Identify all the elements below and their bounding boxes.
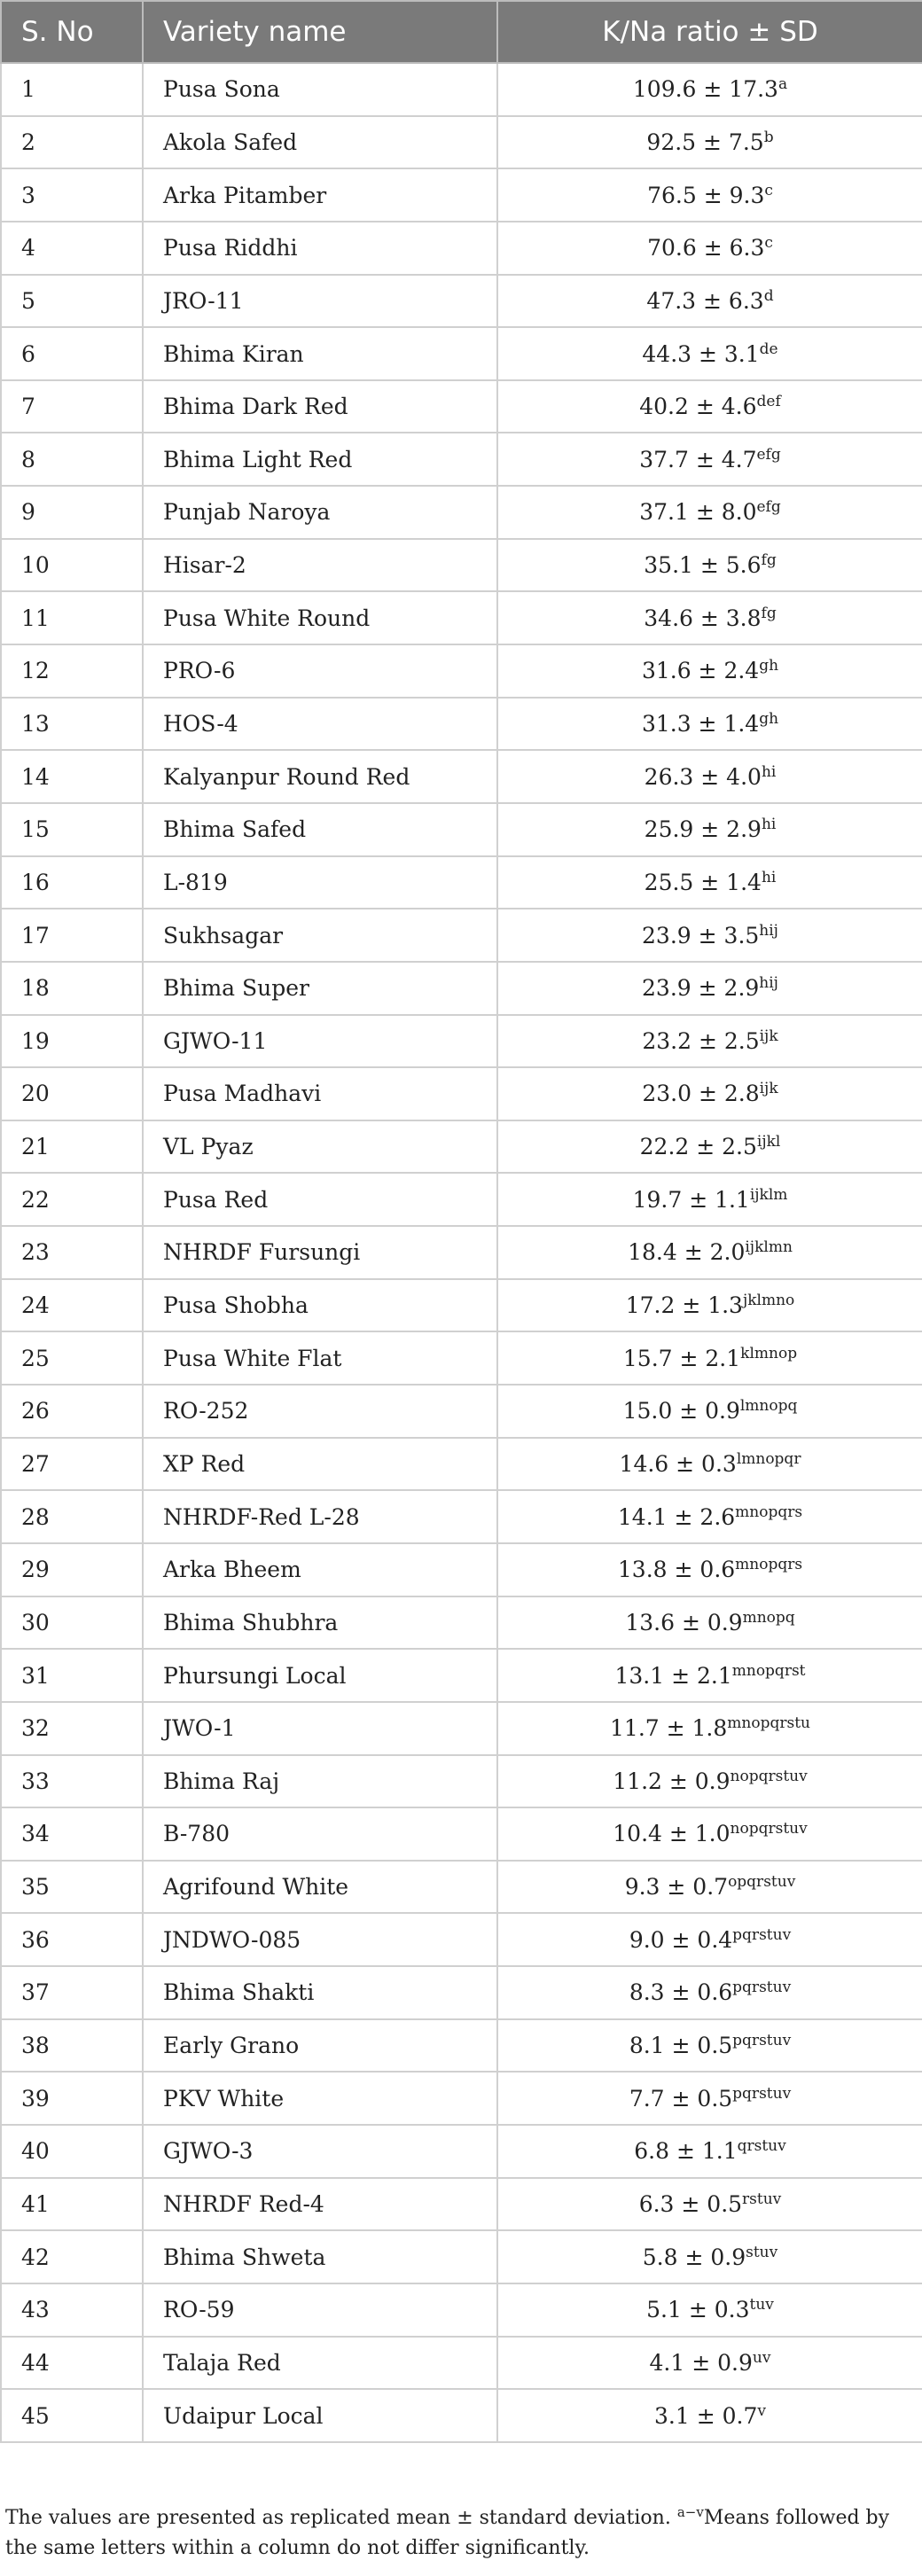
- cell-sno: 16: [1, 856, 143, 909]
- header-sno: S. No: [1, 1, 143, 63]
- table-row: [1, 1913, 922, 1966]
- cell-sno: 24: [1, 1279, 143, 1332]
- cell-sno: 3: [1, 168, 143, 222]
- table-row: [1, 116, 922, 169]
- table-row: [1, 486, 922, 539]
- table-row: [1, 644, 922, 698]
- ratio-value: 40.2 ± 4.6: [639, 394, 757, 420]
- cell-sno: 43: [1, 2283, 143, 2337]
- cell-variety: Phursungi Local: [143, 1649, 497, 1702]
- cell-variety: GJWO-11: [143, 1015, 497, 1068]
- cell-ratio: [497, 275, 922, 328]
- cell-sno: 10: [1, 539, 143, 592]
- ratio-value: 14.1 ± 2.6: [617, 1503, 736, 1530]
- ratio-value: 25.9 ± 2.9: [644, 816, 762, 843]
- significance-letters: ijk: [759, 1026, 778, 1045]
- significance-letters: hi: [761, 868, 777, 886]
- significance-letters: c: [764, 181, 773, 199]
- footnote-text-after: Means followed by the same letters within a column do not differ significantly.: [5, 2507, 890, 2559]
- cell-sno: 7: [1, 380, 143, 433]
- cell-sno: 32: [1, 1702, 143, 1755]
- cell-sno: 1: [1, 63, 143, 116]
- cell-sno: 11: [1, 591, 143, 644]
- cell-variety: NHRDF-Red L-28: [143, 1490, 497, 1543]
- cell-ratio: [497, 2019, 922, 2073]
- cell-ratio: [497, 644, 922, 698]
- significance-letters: pqrstuv: [732, 1979, 792, 1997]
- significance-letters: tuv: [749, 2296, 774, 2314]
- cell-sno: 9: [1, 486, 143, 539]
- table-row: [1, 1649, 922, 1702]
- cell-ratio: [497, 2125, 922, 2178]
- table-row: [1, 2283, 922, 2337]
- table-row: [1, 803, 922, 856]
- ratio-value: 25.5 ± 1.4: [644, 869, 762, 895]
- header-row: [1, 1, 922, 63]
- cell-variety: Akola Safed: [143, 116, 497, 169]
- cell-sno: 5: [1, 275, 143, 328]
- cell-ratio: [497, 116, 922, 169]
- table-row: [1, 1755, 922, 1808]
- cell-sno: 23: [1, 1226, 143, 1279]
- cell-sno: 8: [1, 433, 143, 486]
- cell-ratio: [497, 591, 922, 644]
- cell-ratio: [497, 962, 922, 1015]
- ratio-value: 4.1 ± 0.9: [649, 2349, 753, 2376]
- cell-sno: 39: [1, 2072, 143, 2125]
- cell-ratio: [497, 1279, 922, 1332]
- ratio-value: 76.5 ± 9.3: [647, 182, 765, 208]
- cell-sno: 44: [1, 2337, 143, 2390]
- cell-variety: Pusa White Flat: [143, 1331, 497, 1385]
- cell-ratio: [497, 698, 922, 751]
- ratio-value: 5.1 ± 0.3: [646, 2297, 750, 2323]
- cell-sno: 38: [1, 2019, 143, 2073]
- significance-letters: hij: [759, 921, 778, 940]
- cell-variety: Bhima Safed: [143, 803, 497, 856]
- significance-letters: hi: [761, 762, 777, 781]
- table-row: [1, 1490, 922, 1543]
- cell-sno: 40: [1, 2125, 143, 2178]
- cell-variety: B-780: [143, 1807, 497, 1861]
- table-row: [1, 1067, 922, 1120]
- table-row: [1, 1173, 922, 1226]
- significance-letters: ijklmn: [745, 1238, 793, 1257]
- table-footnote: [5, 2503, 917, 2564]
- cell-variety: Sukhsagar: [143, 909, 497, 962]
- cell-sno: 36: [1, 1913, 143, 1966]
- table-row: [1, 168, 922, 222]
- cell-ratio: [497, 2072, 922, 2125]
- cell-variety: JRO-11: [143, 275, 497, 328]
- cell-variety: Bhima Shubhra: [143, 1596, 497, 1650]
- table-row: [1, 2337, 922, 2390]
- cell-variety: Agrifound White: [143, 1861, 497, 1914]
- cell-variety: Bhima Shweta: [143, 2230, 497, 2283]
- cell-sno: 18: [1, 962, 143, 1015]
- table-row: [1, 1438, 922, 1491]
- significance-letters: c: [764, 234, 773, 253]
- table-row: [1, 856, 922, 909]
- ratio-value: 23.2 ± 2.5: [642, 1027, 760, 1054]
- ratio-value: 14.6 ± 0.3: [619, 1450, 737, 1477]
- cell-sno: 26: [1, 1385, 143, 1438]
- table-row: [1, 1385, 922, 1438]
- cell-sno: 13: [1, 698, 143, 751]
- cell-variety: Bhima Light Red: [143, 433, 497, 486]
- cell-ratio: [497, 2178, 922, 2231]
- footnote-superscript: a−v: [676, 2504, 704, 2520]
- table-row: [1, 539, 922, 592]
- cell-ratio: [497, 1966, 922, 2019]
- table-row: [1, 275, 922, 328]
- cell-variety: Pusa White Round: [143, 591, 497, 644]
- cell-ratio: [497, 2389, 922, 2442]
- significance-letters: stuv: [746, 2243, 778, 2261]
- ratio-value: 8.1 ± 0.5: [629, 2033, 733, 2059]
- significance-letters: d: [763, 286, 774, 305]
- cell-sno: 2: [1, 116, 143, 169]
- ratio-value: 18.4 ± 2.0: [628, 1239, 746, 1266]
- ratio-value: 23.9 ± 3.5: [642, 922, 760, 948]
- significance-letters: hi: [761, 816, 777, 834]
- cell-sno: 25: [1, 1331, 143, 1385]
- cell-ratio: [497, 909, 922, 962]
- table-row: [1, 698, 922, 751]
- significance-letters: fg: [761, 604, 777, 622]
- ratio-value: 23.0 ± 2.8: [642, 1081, 760, 1107]
- cell-ratio: [497, 1015, 922, 1068]
- cell-variety: RO-59: [143, 2283, 497, 2337]
- significance-letters: hij: [759, 974, 778, 993]
- cell-variety: Hisar-2: [143, 539, 497, 592]
- cell-variety: JNDWO-085: [143, 1913, 497, 1966]
- cell-ratio: [497, 750, 922, 803]
- ratio-value: 9.0 ± 0.4: [629, 1926, 733, 1953]
- cell-variety: GJWO-3: [143, 2125, 497, 2178]
- significance-letters: mnopq: [742, 1608, 795, 1627]
- cell-ratio: [497, 1173, 922, 1226]
- cell-sno: 34: [1, 1807, 143, 1861]
- table-row: [1, 591, 922, 644]
- ratio-value: 5.8 ± 0.9: [642, 2244, 746, 2270]
- table-row: [1, 1120, 922, 1174]
- cell-ratio: [497, 2283, 922, 2337]
- cell-sno: 37: [1, 1966, 143, 2019]
- significance-letters: mnopqrs: [735, 1503, 803, 1521]
- ratio-value: 7.7 ± 0.5: [629, 2085, 733, 2112]
- table-row: [1, 63, 922, 116]
- table-row: [1, 1543, 922, 1596]
- cell-sno: 6: [1, 327, 143, 380]
- cell-variety: Pusa Madhavi: [143, 1067, 497, 1120]
- cell-ratio: [497, 1331, 922, 1385]
- ratio-value: 8.3 ± 0.6: [629, 1979, 733, 2006]
- cell-ratio: [497, 327, 922, 380]
- cell-variety: PRO-6: [143, 644, 497, 698]
- cell-variety: Bhima Kiran: [143, 327, 497, 380]
- table-row: [1, 1015, 922, 1068]
- ratio-value: 31.3 ± 1.4: [641, 711, 760, 737]
- table-row: [1, 1596, 922, 1650]
- cell-variety: Pusa Sona: [143, 63, 497, 116]
- ratio-value: 13.8 ± 0.6: [617, 1557, 736, 1583]
- cell-ratio: [497, 222, 922, 275]
- cell-ratio: [497, 1438, 922, 1491]
- ratio-value: 44.3 ± 3.1: [642, 340, 760, 367]
- table-row: [1, 750, 922, 803]
- table-row: [1, 2230, 922, 2283]
- cell-sno: 12: [1, 644, 143, 698]
- table-row: [1, 1279, 922, 1332]
- cell-variety: Talaja Red: [143, 2337, 497, 2390]
- ratio-value: 13.1 ± 2.1: [614, 1662, 732, 1689]
- significance-letters: mnopqrs: [735, 1556, 803, 1574]
- cell-sno: 15: [1, 803, 143, 856]
- table-row: [1, 222, 922, 275]
- table-row: [1, 909, 922, 962]
- significance-letters: ijk: [759, 1080, 778, 1098]
- cell-ratio: [497, 1596, 922, 1650]
- ratio-value: 11.2 ± 0.9: [613, 1768, 731, 1794]
- ratio-value: 47.3 ± 6.3: [646, 287, 764, 314]
- ratio-value: 31.6 ± 2.4: [641, 658, 760, 684]
- cell-variety: Arka Pitamber: [143, 168, 497, 222]
- significance-letters: pqrstuv: [732, 2084, 792, 2103]
- significance-letters: nopqrstuv: [730, 1820, 808, 1838]
- cell-ratio: [497, 1067, 922, 1120]
- significance-letters: b: [763, 128, 774, 146]
- significance-letters: rstuv: [742, 2190, 782, 2208]
- significance-letters: lmnopqr: [736, 1449, 801, 1468]
- ratio-value: 37.1 ± 8.0: [639, 499, 757, 526]
- table-row: [1, 1807, 922, 1861]
- cell-variety: Pusa Shobha: [143, 1279, 497, 1332]
- significance-letters: efg: [756, 498, 781, 517]
- footnote-text-before: The values are presented as replicated mean ± standard deviation.: [5, 2507, 677, 2529]
- significance-letters: jklmno: [742, 1292, 795, 1310]
- table-row: [1, 1966, 922, 2019]
- cell-variety: Kalyanpur Round Red: [143, 750, 497, 803]
- cell-sno: 14: [1, 750, 143, 803]
- cell-sno: 27: [1, 1438, 143, 1491]
- cell-variety: PKV White: [143, 2072, 497, 2125]
- ratio-value: 11.7 ± 1.8: [610, 1715, 728, 1742]
- cell-ratio: [497, 1755, 922, 1808]
- significance-letters: gh: [759, 657, 779, 675]
- cell-sno: 41: [1, 2178, 143, 2231]
- cell-ratio: [497, 433, 922, 486]
- cell-sno: 4: [1, 222, 143, 275]
- cell-sno: 28: [1, 1490, 143, 1543]
- cell-variety: Arka Bheem: [143, 1543, 497, 1596]
- significance-letters: pqrstuv: [732, 1925, 792, 1944]
- cell-sno: 17: [1, 909, 143, 962]
- cell-sno: 20: [1, 1067, 143, 1120]
- ratio-value: 19.7 ± 1.1: [632, 1186, 750, 1213]
- cell-variety: Bhima Super: [143, 962, 497, 1015]
- cell-sno: 29: [1, 1543, 143, 1596]
- cell-ratio: [497, 1543, 922, 1596]
- ratio-value: 23.9 ± 2.9: [642, 975, 760, 1002]
- significance-letters: mnopqrstu: [727, 1714, 810, 1733]
- significance-letters: klmnop: [740, 1344, 798, 1362]
- ratio-value: 70.6 ± 6.3: [647, 235, 765, 262]
- table-row: [1, 2178, 922, 2231]
- cell-sno: 22: [1, 1173, 143, 1226]
- table-row: [1, 2125, 922, 2178]
- ratio-value: 10.4 ± 1.0: [613, 1821, 731, 1847]
- cell-ratio: [497, 486, 922, 539]
- cell-ratio: [497, 1702, 922, 1755]
- cell-ratio: [497, 1490, 922, 1543]
- table-row: [1, 2072, 922, 2125]
- cell-ratio: [497, 803, 922, 856]
- table-row: [1, 1861, 922, 1914]
- significance-letters: fg: [761, 551, 777, 570]
- cell-variety: NHRDF Red-4: [143, 2178, 497, 2231]
- cell-variety: Pusa Red: [143, 1173, 497, 1226]
- cell-ratio: [497, 63, 922, 116]
- cell-sno: 33: [1, 1755, 143, 1808]
- cell-variety: Bhima Raj: [143, 1755, 497, 1808]
- cell-sno: 19: [1, 1015, 143, 1068]
- table-header: [1, 1, 922, 63]
- cell-sno: 45: [1, 2389, 143, 2442]
- significance-letters: de: [759, 340, 778, 358]
- table-row: [1, 1331, 922, 1385]
- significance-letters: uv: [752, 2348, 771, 2367]
- table-row: [1, 327, 922, 380]
- cell-variety: HOS-4: [143, 698, 497, 751]
- cell-sno: 21: [1, 1120, 143, 1174]
- cell-ratio: [497, 2230, 922, 2283]
- table-row: [1, 1702, 922, 1755]
- ratio-value: 35.1 ± 5.6: [644, 552, 762, 579]
- cell-ratio: [497, 1861, 922, 1914]
- cell-ratio: [497, 539, 922, 592]
- cell-variety: L-819: [143, 856, 497, 909]
- table-row: [1, 2389, 922, 2442]
- ratio-value: 26.3 ± 4.0: [644, 763, 762, 790]
- cell-variety: JWO-1: [143, 1702, 497, 1755]
- cell-ratio: [497, 1913, 922, 1966]
- cell-ratio: [497, 856, 922, 909]
- ratio-value: 22.2 ± 2.5: [639, 1134, 757, 1160]
- ratio-value: 34.6 ± 3.8: [644, 605, 762, 631]
- ratio-value: 13.6 ± 0.9: [625, 1609, 743, 1635]
- table-row: [1, 2019, 922, 2073]
- significance-letters: nopqrstuv: [730, 1767, 808, 1785]
- cell-ratio: [497, 1226, 922, 1279]
- cell-variety: XP Red: [143, 1438, 497, 1491]
- cell-ratio: [497, 1120, 922, 1174]
- cell-ratio: [497, 168, 922, 222]
- table-row: [1, 962, 922, 1015]
- cell-variety: Early Grano: [143, 2019, 497, 2073]
- significance-letters: a: [777, 75, 788, 94]
- header-ratio: K/Na ratio ± SD: [497, 1, 922, 63]
- header-variety: Variety name: [143, 1, 497, 63]
- ratio-value: 6.8 ± 1.1: [634, 2138, 738, 2165]
- table-body: [1, 63, 922, 2442]
- cell-variety: NHRDF Fursungi: [143, 1226, 497, 1279]
- significance-letters: lmnopq: [739, 1397, 798, 1416]
- ratio-value: 15.7 ± 2.1: [622, 1345, 741, 1371]
- significance-letters: qrstuv: [737, 2137, 786, 2156]
- cell-sno: 30: [1, 1596, 143, 1650]
- table-row: [1, 1226, 922, 1279]
- ratio-value: 109.6 ± 17.3: [632, 76, 778, 103]
- cell-ratio: [497, 1385, 922, 1438]
- significance-letters: v: [757, 2401, 766, 2420]
- ratio-value: 92.5 ± 7.5: [646, 129, 764, 155]
- ratio-value: 3.1 ± 0.7: [654, 2402, 758, 2429]
- cell-variety: Bhima Shakti: [143, 1966, 497, 2019]
- cell-variety: Udaipur Local: [143, 2389, 497, 2442]
- significance-letters: mnopqrst: [731, 1661, 806, 1680]
- ratio-value: 37.7 ± 4.7: [639, 446, 757, 472]
- significance-letters: ijklm: [749, 1185, 788, 1204]
- cell-sno: 35: [1, 1861, 143, 1914]
- cell-ratio: [497, 2337, 922, 2390]
- significance-letters: pqrstuv: [732, 2032, 792, 2050]
- table-row: [1, 433, 922, 486]
- cell-sno: 31: [1, 1649, 143, 1702]
- ratio-value: 15.0 ± 0.9: [622, 1398, 740, 1425]
- cell-variety: Punjab Naroya: [143, 486, 497, 539]
- cell-ratio: [497, 380, 922, 433]
- cell-ratio: [497, 1649, 922, 1702]
- cell-variety: VL Pyaz: [143, 1120, 497, 1174]
- significance-letters: ijkl: [756, 1133, 781, 1151]
- significance-letters: opqrstuv: [728, 1873, 796, 1892]
- cell-variety: Bhima Dark Red: [143, 380, 497, 433]
- ratio-value: 9.3 ± 0.7: [624, 1874, 729, 1901]
- cell-ratio: [497, 1807, 922, 1861]
- cell-variety: Pusa Riddhi: [143, 222, 497, 275]
- ratio-value: 17.2 ± 1.3: [625, 1292, 743, 1319]
- significance-letters: def: [756, 393, 781, 411]
- cell-variety: RO-252: [143, 1385, 497, 1438]
- cell-sno: 42: [1, 2230, 143, 2283]
- table-row: [1, 380, 922, 433]
- ratio-value: 6.3 ± 0.5: [638, 2190, 743, 2217]
- significance-letters: efg: [756, 445, 781, 464]
- significance-letters: gh: [759, 710, 779, 728]
